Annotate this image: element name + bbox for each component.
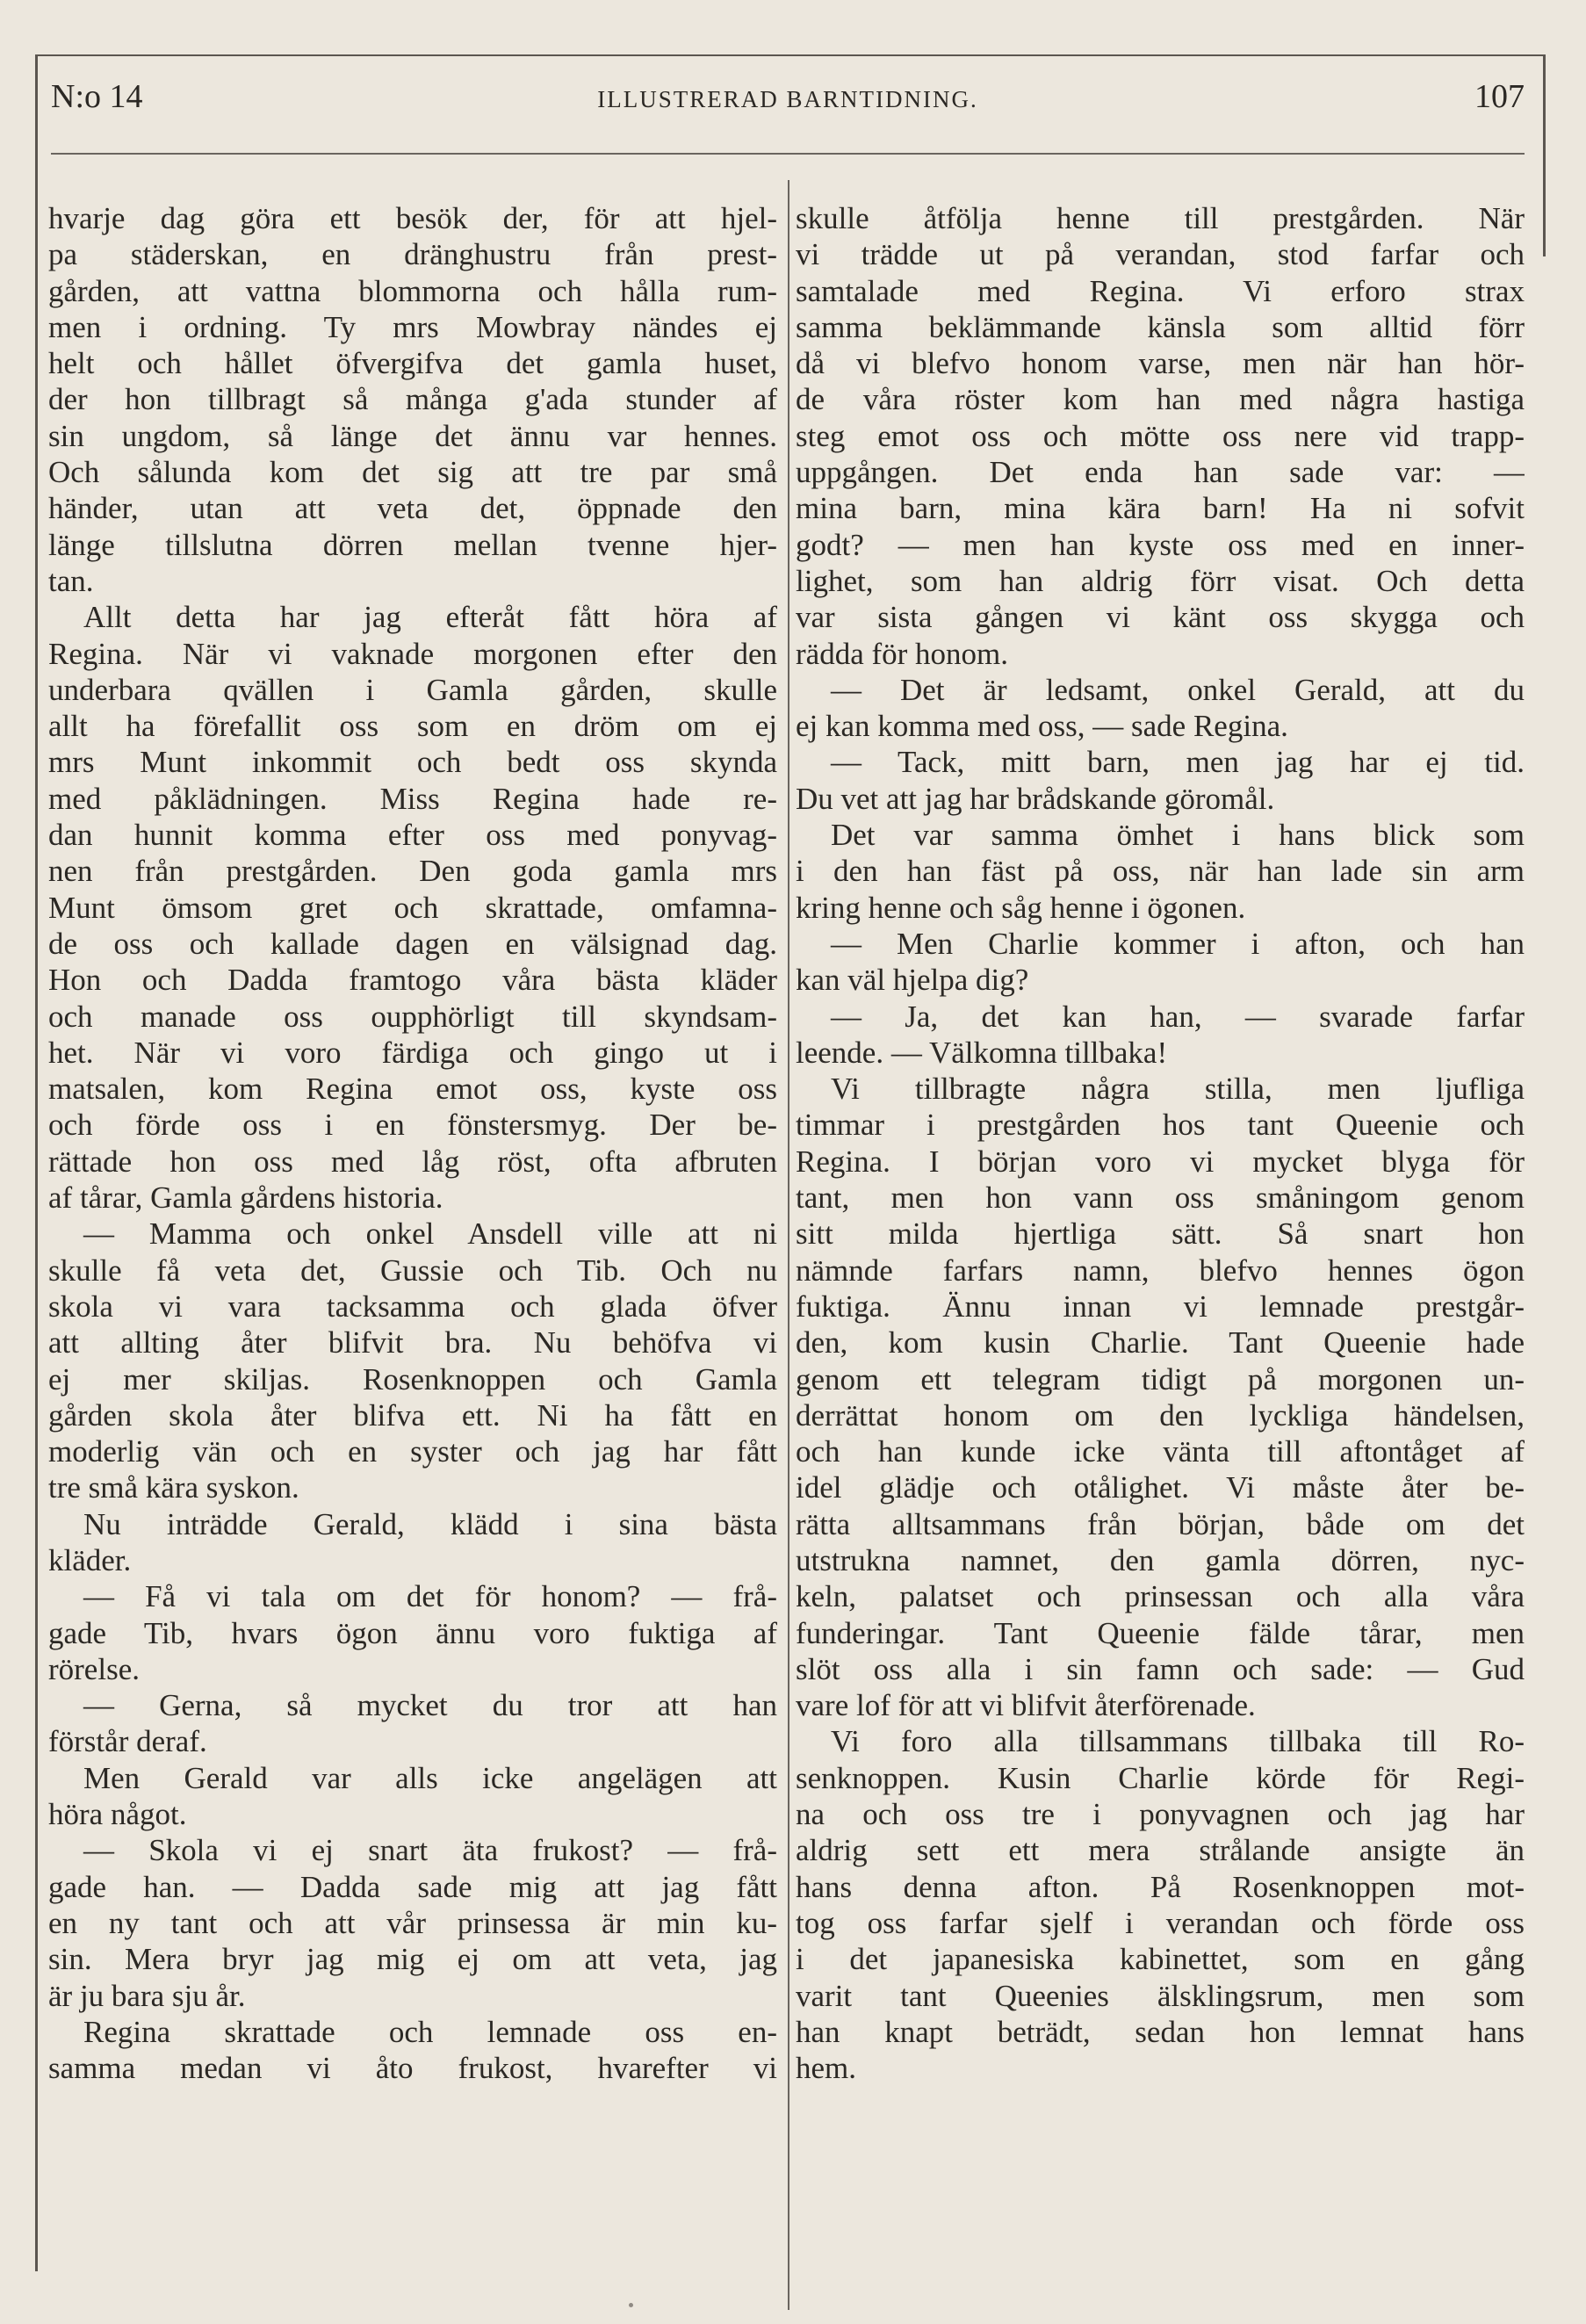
text-line: allt ha förefallit oss som en dröm om ej (48, 709, 777, 744)
text-line: länge tillslutna dörren mellan tvenne hjer- (48, 527, 777, 562)
text-line: Allt detta har jag efteråt fått höra af (83, 600, 777, 635)
text-line: en ny tant och att vår prinsessa är min ku- (48, 1905, 777, 1940)
text-line: — Gerna, så mycket du tror att han (83, 1688, 777, 1723)
text-line: den, kom kusin Charlie. Tant Queenie hade (796, 1325, 1525, 1360)
text-line: tog oss farfar sjelf i verandan och förde oss (796, 1905, 1525, 1940)
text-line: — Mamma och onkel Ansdell ville att ni (83, 1216, 777, 1252)
text-line: nen från prestgården. Den goda gamla mrs (48, 854, 777, 889)
text-line: ej kan komma med oss, — sade Regina. (796, 709, 1288, 744)
text-line: godt? — men han kyste oss med en inner- (796, 527, 1525, 562)
text-line: skola vi vara tacksamma och glada öfver (48, 1288, 777, 1324)
text-line: vi trädde ut på verandan, stod farfar och (796, 237, 1525, 272)
text-line: kring henne och såg henne i ögonen. (796, 890, 1246, 925)
text-line: samma medan vi åto frukost, hvarefter vi (48, 2051, 777, 2086)
text-line: rädda för honom. (796, 636, 1009, 671)
text-line: de våra röster kom han med några hastiga (796, 382, 1525, 417)
text-line: vare lof för att vi blifvit återförenade. (796, 1688, 1256, 1723)
text-line: genom ett telegram tidigt på morgonen un- (796, 1361, 1525, 1397)
publication-title: ILLUSTRERAD BARNTIDNING. (597, 86, 978, 112)
text-line: funderingar. Tant Queenie fälde tårar, men (796, 1615, 1525, 1650)
text-line: af tårar, Gamla gårdens historia. (48, 1180, 443, 1216)
text-line: Det var samma ömhet i hans blick som (831, 818, 1525, 853)
left-text-column (48, 200, 777, 2086)
text-line: rätta alltsammans från början, både om det (796, 1506, 1525, 1541)
text-line: leende. — Välkomna tillbaka! (796, 1035, 1168, 1070)
text-line: het. När vi voro färdiga och gingo ut i (48, 1035, 777, 1070)
text-line: Regina skrattade och lemnade oss en- (83, 2014, 777, 2049)
header-rule (51, 153, 1525, 155)
text-line: — Tack, mitt barn, men jag har ej tid. (831, 745, 1525, 780)
frame-top-rule (35, 54, 1546, 56)
text-line: händer, utan att veta det, öppnade den (48, 491, 777, 526)
text-line: skulle få veta det, Gussie och Tib. Och nu (48, 1252, 777, 1288)
text-line: matsalen, kom Regina emot oss, kyste oss (48, 1072, 777, 1107)
text-line: och manade oss oupphörligt till skyndsam- (48, 999, 777, 1034)
text-line: de oss och kallade dagen en välsignad dag. (48, 926, 777, 961)
frame-right-rule (1543, 54, 1546, 256)
text-line: kan väl hjelpa dig? (796, 963, 1029, 998)
text-line: sitt milda hjertliga sätt. Så snart hon (796, 1216, 1525, 1252)
text-line: att allting åter blifvit bra. Nu behöfva vi (48, 1325, 777, 1360)
text-line: senknoppen. Kusin Charlie körde för Regi- (796, 1760, 1525, 1795)
text-line: tant, men hon vann oss småningom genom (796, 1180, 1525, 1216)
text-line: skulle åtfölja henne till prestgården. När (796, 201, 1525, 235)
text-line: med påklädningen. Miss Regina hade re- (48, 781, 777, 816)
text-line: Munt ömsom gret och skrattade, omfamna- (48, 890, 777, 925)
issue-number: N:o 14 (51, 78, 143, 115)
text-line: gade han. — Dadda sade mig att jag fått (48, 1869, 777, 1904)
page-number: 107 (1474, 78, 1525, 115)
text-line: tan. (48, 563, 94, 598)
text-line: kläder. (48, 1542, 132, 1577)
text-line: Du vet att jag har brådskande göromål. (796, 781, 1275, 816)
text-line: han knapt beträdt, sedan hon lemnat hans (796, 2014, 1525, 2049)
text-line: slöt oss alla i sin famn och sade: — Gud (796, 1651, 1525, 1686)
frame-left-rule (35, 54, 38, 2271)
text-line: hans denna afton. På Rosenknoppen mot- (796, 1869, 1525, 1904)
text-line: och förde oss i en fönstersmyg. Der be- (48, 1108, 777, 1143)
text-line: rörelse. (48, 1651, 140, 1686)
text-line: timmar i prestgården hos tant Queenie och (796, 1108, 1525, 1143)
text-line: gården skola åter blifva ett. Ni ha fått en (48, 1397, 777, 1433)
text-line: hvarje dag göra ett besök der, för att hjel- (48, 201, 777, 235)
text-line: aldrig sett ett mera strålande ansigte än (796, 1833, 1525, 1868)
text-line: uppgången. Det enda han sade var: — (796, 455, 1525, 490)
text-line: gården, att vattna blommorna och hålla rum- (48, 273, 777, 308)
text-line: der hon tillbragt så många g'ada stunder af (48, 382, 777, 417)
text-line: Regina. När vi vaknade morgonen efter den (48, 636, 777, 671)
text-line: mrs Munt inkommit och bedt oss skynda (48, 745, 777, 780)
text-line: lighet, som han aldrig förr visat. Och detta (796, 563, 1525, 598)
text-line: i det japanesiska kabinettet, som en gång (796, 1942, 1525, 1977)
text-line: pa städerskan, en dränghustru från prest- (48, 237, 777, 272)
text-line: förstår deraf. (48, 1724, 207, 1759)
text-line: tre små kära syskon. (48, 1470, 299, 1505)
text-line: helt och hållet öfvergifva det gamla huset, (48, 346, 777, 381)
text-line: steg emot oss och mötte oss nere vid trapp- (796, 418, 1525, 453)
text-line: Vi foro alla tillsammans tillbaka till Ro- (831, 1724, 1525, 1759)
text-line: Regina. I början voro vi mycket blyga för (796, 1144, 1525, 1179)
text-line: varit tant Queenies älsklingsrum, men som (796, 1978, 1525, 2013)
text-line: och han kunde icke vänta till aftontåget af (796, 1434, 1525, 1469)
text-line: Nu inträdde Gerald, klädd i sina bästa (83, 1506, 777, 1541)
text-line: höra något. (48, 1797, 187, 1832)
text-line: mina barn, mina kära barn! Ha ni sofvit (796, 491, 1525, 526)
right-text-column (796, 200, 1525, 2086)
text-line: är ju bara sju år. (48, 1978, 246, 2013)
text-line: utstrukna namnet, den gamla dörren, nyc- (796, 1542, 1525, 1577)
text-line: då vi blefvo honom varse, men när han hör- (796, 346, 1525, 381)
text-line: keln, palatset och prinsessan och alla våra (796, 1579, 1525, 1614)
text-line: — Få vi tala om det för honom? — frå- (83, 1579, 777, 1614)
text-line: nämnde farfars namn, blefvo hennes ögon (796, 1252, 1525, 1288)
column-divider (788, 180, 789, 2310)
text-line: Och sålunda kom det sig att tre par små (48, 455, 777, 490)
text-line: sin ungdom, så länge det ännu var hennes. (48, 418, 777, 453)
text-line: idel glädje och otålighet. Vi måste åter be- (796, 1470, 1525, 1505)
text-line: Hon och Dadda framtogo våra bästa kläder (48, 963, 777, 998)
text-line: fuktiga. Ännu innan vi lemnade prestgår- (796, 1288, 1525, 1324)
text-line: na och oss tre i ponyvagnen och jag har (796, 1797, 1525, 1832)
text-line: moderlig vän och en syster och jag har fått (48, 1434, 777, 1469)
text-line: — Men Charlie kommer i afton, och han (831, 926, 1525, 961)
text-line: hem. (796, 2051, 857, 2086)
text-line: — Det är ledsamt, onkel Gerald, att du (831, 672, 1525, 707)
text-line: sin. Mera bryr jag mig ej om att veta, jag (48, 1942, 777, 1977)
text-line: — Ja, det kan han, — svarade farfar (831, 999, 1525, 1034)
text-line: Men Gerald var alls icke angelägen att (83, 1760, 777, 1795)
page-header (51, 77, 1525, 130)
text-line: dan hunnit komma efter oss med ponyvag- (48, 818, 777, 853)
text-line: var sista gången vi känt oss skygga och (796, 600, 1525, 635)
text-line: — Skola vi ej snart äta frukost? — frå- (83, 1833, 777, 1868)
text-line: men i ordning. Ty mrs Mowbray nändes ej (48, 309, 777, 344)
text-line: rättade hon oss med låg röst, ofta afbruten (48, 1144, 777, 1179)
text-line: derrättat honom om den lyckliga händelsen, (796, 1397, 1525, 1433)
text-line: samtalade med Regina. Vi erforo strax (796, 273, 1525, 308)
text-line: ej mer skiljas. Rosenknoppen och Gamla (48, 1361, 777, 1397)
text-line: gade Tib, hvars ögon ännu voro fuktiga af (48, 1615, 777, 1650)
text-line: Vi tillbragte några stilla, men ljufliga (831, 1072, 1525, 1107)
text-line: i den han fäst på oss, när han lade sin arm (796, 854, 1525, 889)
text-line: underbara qvällen i Gamla gården, skulle (48, 672, 777, 707)
text-line: samma beklämmande känsla som alltid förr (796, 309, 1525, 344)
print-speck (629, 2303, 633, 2307)
